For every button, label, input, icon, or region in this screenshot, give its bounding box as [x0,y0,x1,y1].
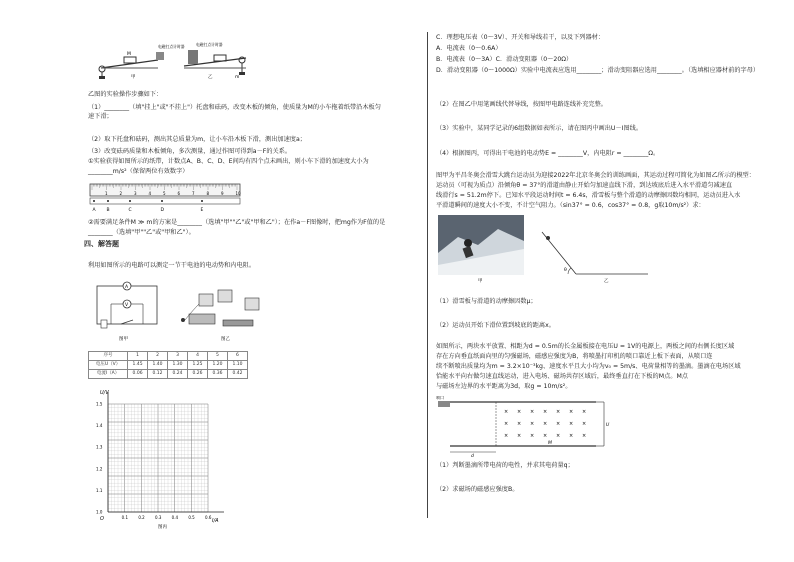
rheostat-device [223,320,253,326]
ink-problem-line-1: 如图所示，两块水平放置、相距为d = 0.5m的长金属板接在电压U = 1V的电源上，两板之间的右侧长度区域 [436,343,735,350]
u-i-graph [88,388,238,530]
paper-tape [90,198,240,204]
table-row [89,352,248,361]
option-d: D．滑动变阻器（0～1000Ω）实验中电流表应选用________；滑动变阻器应选用________。（选填相应器材前的字母） [436,67,760,74]
caption-fig-a: 图甲 [119,337,128,342]
x-tick-label: 0.2 [138,515,145,520]
ruler-tick-label: 9 [221,191,224,196]
question-2: （2）在图乙中用笔画线代替导线，按图甲电路连线补充完整。 [436,101,607,108]
x-tick-label: 0.6 [205,515,212,520]
fig-label-jia: 甲 [131,75,136,80]
slope-diagram [536,228,656,286]
y-tick-label: 1.0 [96,509,103,515]
slope-caption: 乙 [604,279,609,284]
tape-point [93,200,95,202]
apparatus-figure [96,38,251,80]
field-cross: × [504,433,509,439]
table-cell: 3 [168,352,188,361]
table-cell: 5 [208,352,228,361]
table-cell: 0.26 [188,370,208,379]
field-cross: × [530,421,535,427]
circuit-figures [93,280,293,346]
table-cell: 0.42 [227,370,247,379]
data-table [88,351,248,379]
x-tick-label: 0.1 [121,515,129,520]
ski-problem-line-1: 图甲为平昌冬奥会滑雪大跳台运动员为迎接2022年北京冬奥会的训练画面，其运动过程可简化为如图乙所示的模型： [436,172,755,179]
nozzle-label: 喷口 [436,396,444,400]
question-4: （4）根据图丙，可得出干电池的电动势E = ________V，内电阻r = ________Ω。 [436,150,660,157]
table-cell: 1.30 [168,361,188,370]
x-tick-label: 0.4 [171,515,179,520]
ruler-tick-label: 4 [148,191,152,196]
distance-label: d [471,454,474,458]
ruler-tick-label: 10 [235,191,241,196]
ruler-tick-label: 6 [177,191,181,196]
ink-question-2: （2）求磁场的磁感应强度B。 [436,486,519,493]
step-1b: 速下滑； [88,113,113,120]
option-c-line: C．理想电压表（0～3V）、开关和导线若干，以及下列器材： [436,34,605,41]
field-cross: × [543,421,548,427]
cart-m-a [124,57,136,63]
fig-label-yi: 乙 [208,75,213,80]
field-cross: × [504,421,509,427]
origin-label: O [100,516,104,522]
table-cell: 电流I（A） [89,370,128,379]
timer-a [156,52,164,60]
table-cell: 0.12 [148,370,168,379]
table-row [89,370,248,379]
table-cell: 0.24 [168,370,188,379]
field-cross: × [504,409,509,415]
label-m-b: m [235,75,240,80]
timer-b [188,50,198,64]
tape-point [161,200,163,202]
ruler-tick-label: 2 [119,191,123,196]
y-tick-label: 1.1 [96,487,103,493]
ruler-tick-label: 7 [192,191,195,196]
field-cross: × [556,421,561,427]
voltmeter-label: V [125,303,129,308]
table-cell: 0.36 [208,370,228,379]
table-cell: 4 [188,352,208,361]
point-m-label: M [548,441,552,446]
field-cross: × [530,433,535,439]
step-5b: ________（选填"甲""乙"或"甲和乙"）。 [88,229,195,236]
ski-photo [438,215,528,283]
tape-point [201,200,203,202]
question-intro: 利用如图所示的电路可以测定一节干电池的电动势和内电阻。 [88,262,256,269]
y-tick-label: 1.2 [96,466,103,472]
step-4: ①实验获得如图所示的纸带，计数点A、B、C、D、E间均有四个点未画出，则小车下滑的加速度大小为 [88,158,369,165]
ammeter-label: A [125,285,129,290]
rheostat-symbol [101,320,107,328]
ruler-tape-figure [88,180,248,214]
step-3: （3）改变砝码质量和木板倾角，多次测量，通过作图可得到a－F的关系。 [88,148,292,155]
field-cross: × [569,421,574,427]
tape-point-label: A [92,208,96,213]
table-cell: 1.20 [208,361,228,370]
meter-device-c [245,298,259,310]
table-cell: 序号 [89,352,128,361]
ruler-tick-label: 3 [134,191,137,196]
ski-problem-line-2: 运动员（可视为质点）沿倾角θ = 37°的滑道由静止开始匀加速直线下滑，到达坡底后进入水平滑道匀减速直 [436,182,733,189]
table-row [89,361,248,370]
step-1: （1）________（填"挂上"或"不挂上"）托盘和砝码，改变木板的倾角，使质量为M的小车拖着纸带沿木板匀 [88,104,381,111]
ruler-tick-label: 5 [163,191,166,196]
ink-problem-line-4: 恰能水平向右做匀速直线运动，进入电场、磁场共存区域后，最终垂直打在下板的M点。M点 [436,373,688,380]
meter-device-a [199,294,213,306]
ink-problem-line-2: 存在方向垂直纸面向里的匀强磁场，磁感应强度为B，将喷墨打印机的喷口靠近上板下表面，从喷口连 [436,353,713,360]
table-cell: 1.45 [128,361,148,370]
voltage-label: U [606,423,610,428]
label-M-a: M [127,52,131,57]
field-diagram [436,396,611,458]
field-cross: × [569,409,574,415]
tape-point-label: E [200,208,204,213]
table-cell: 电压U（V） [89,361,128,370]
question-3: （3）实验中，某同学记录的6组数据如表所示，请在图丙中画出U－I图线。 [436,125,643,132]
step-4b: ________m/s²（保留两位有效数字） [88,168,189,175]
skier-point [546,236,550,240]
ski-question-1: （1）滑雪板与滑道的动摩擦因数μ； [436,298,537,305]
battery-device [189,314,215,324]
intro-text: 乙图的实验操作步骤如下： [88,91,163,98]
ink-problem-line-3: 续不断喷出质量均为m = 3.2×10⁻³kg、速度水平且大小均为v₀ = 5m/s、电荷量相等的墨滴。墨滴在电场区域 [436,363,741,370]
cart-m-b [214,55,226,61]
tape-point-label: C [128,208,132,213]
table-cell: 2 [148,352,168,361]
y-axis-label: U/V [100,390,109,396]
x-tick-label: 0.3 [155,515,162,520]
y-tick-label: 1.4 [96,423,103,429]
y-tick-label: 1.5 [96,401,103,407]
field-cross: × [582,421,587,427]
tape-point [129,200,131,202]
photo-caption: 甲 [478,279,483,283]
ski-problem-line-4: 平滑道瞬间的速度大小不变，不计空气阻力。（sin37° = 0.6，cos37° = 0.8，g取10m/s²）求： [436,202,705,209]
step-5: ②需要满足条件M ≫ m的方案是________（选填"甲""乙"或"甲和乙"）；在作a－F图像时，把mg作为F值的是 [88,219,386,226]
tape-point-label: D [160,208,164,213]
tape-point-label: B [106,208,110,213]
field-cross: × [582,409,587,415]
table-cell: 1.10 [227,361,247,370]
y-tick-label: 1.3 [96,444,103,450]
field-cross: × [530,409,535,415]
field-cross: × [517,421,522,427]
option-b: B．电流表（0～3A）C．滑动变阻器（0～20Ω） [436,56,573,63]
x-axis-label: I/A [212,518,219,524]
ski-question-2: （2）运动员开始下滑位置到坡底的距离x。 [436,322,555,329]
x-tick-label: 0.5 [188,515,195,520]
timer-label-b: 电磁打点计时器 [196,42,223,47]
table-cell: 6 [227,352,247,361]
field-cross: × [517,433,522,439]
field-cross: × [569,433,574,439]
field-cross: × [543,433,548,439]
graph-caption: 图丙 [158,525,167,530]
meter-device-b [218,290,232,302]
table-cell: 1.40 [148,361,168,370]
table-cell: 0.06 [128,370,148,379]
section-heading: 四、解答题 [84,240,119,248]
tape-point [107,200,109,202]
table-cell: 1.25 [188,361,208,370]
timer-label-a: 电磁打点计时器 [158,44,185,49]
option-a: A．电流表（0～0.6A） [436,45,502,52]
column-divider [427,32,428,518]
step-2: （2）取下托盘和砝码，测出其总质量为m，让小车沿木板下滑，测出加速度a； [88,136,306,143]
field-cross: × [556,433,561,439]
table-cell: 1 [128,352,148,361]
caption-fig-b: 图乙 [221,337,230,342]
theta-label: θ [564,268,567,273]
ruler-tick-label: 8 [206,191,210,196]
field-cross: × [517,409,522,415]
ruler-tick-label: 1 [105,191,108,196]
field-cross: × [556,409,561,415]
ski-problem-line-3: 线滑行s = 51.2m停下。已知水平段运动时间t = 6.4s，滑雪板与整个滑道的动摩擦因数均相同，运动员进入水 [436,192,741,199]
field-cross: × [543,409,548,415]
ink-question-1: （1）判断墨滴所带电荷的电性，并求其电荷量q； [436,462,574,469]
field-cross: × [582,433,587,439]
nozzle-shape [438,401,450,407]
switch-symbol [121,320,133,324]
ink-problem-line-5: 与磁场左边界的水平距离为3d，取g = 10m/s²。 [436,383,572,390]
